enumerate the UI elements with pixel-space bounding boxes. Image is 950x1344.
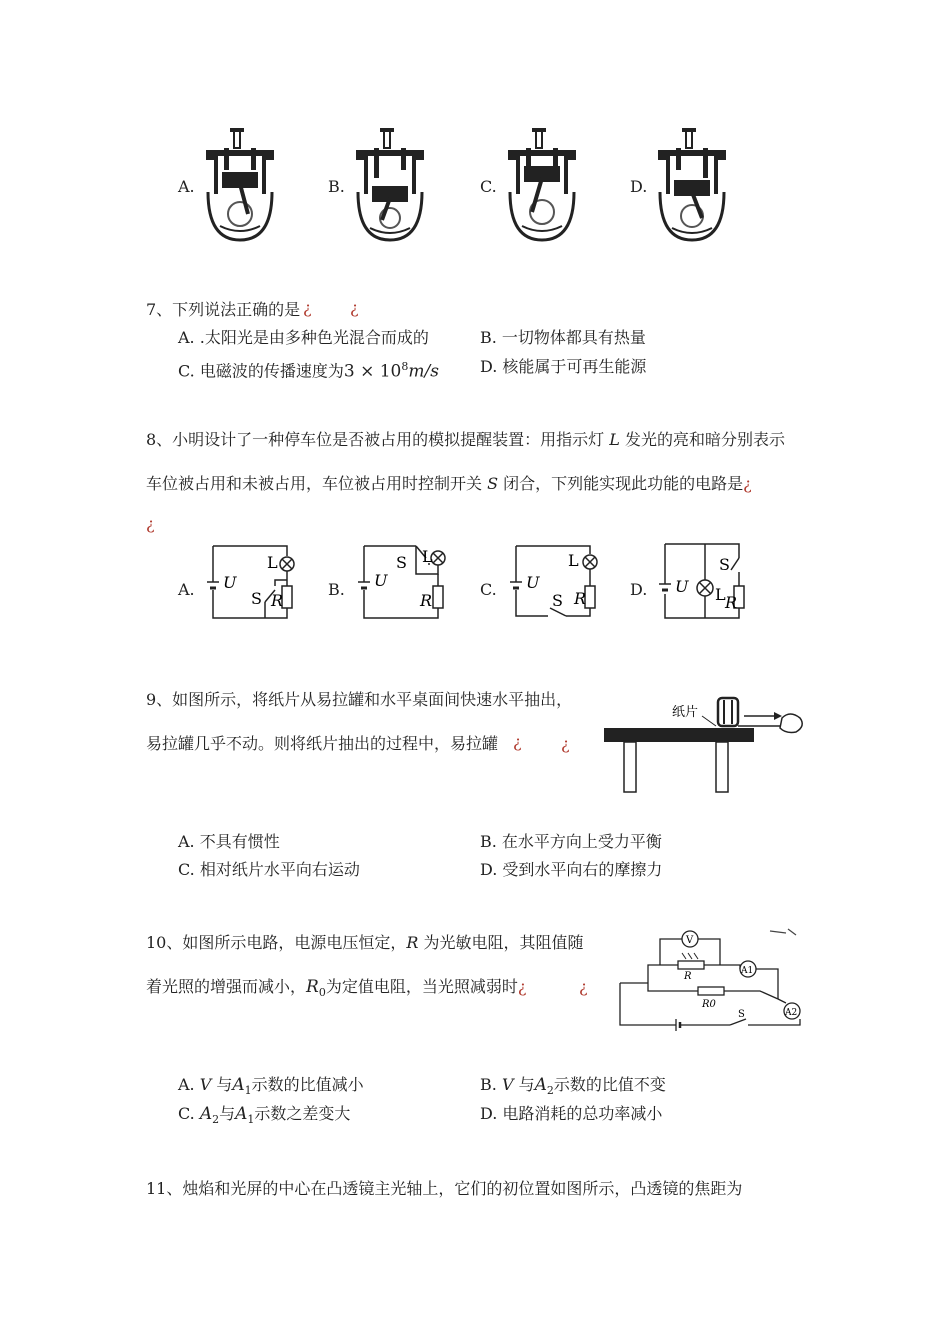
q10-line2-text-a: 着光照的增强而减小， <box>146 977 307 996</box>
q10-line1-text-b: 为光敏电阻，其阻值随 <box>418 933 584 952</box>
switch-label-s: S <box>738 1009 745 1020</box>
q10-b-tail: 示数的比值不变 <box>553 1075 666 1094</box>
table-can-figure <box>604 688 809 796</box>
q10-a-v: V <box>199 1075 212 1094</box>
q10-c-ammeter-1-sub: 2 <box>212 1113 220 1127</box>
q10-option-a[interactable] <box>178 1075 364 1101</box>
q7-option-b[interactable]: B. 一切物体都具有热量 <box>480 328 646 347</box>
q9-stem-line2: 易拉罐几乎不动。则将纸片抽出的过程中，易拉罐 <box>146 734 499 753</box>
q7-option-c-exponent: 8 <box>401 360 409 373</box>
q8-option-d[interactable]: D. <box>630 580 648 599</box>
circuit-diagram-c <box>508 544 603 622</box>
engine-diagram-d <box>652 128 732 243</box>
q8-line1-text-a: 8、小明设计了一种停车位是否被占用的模拟提醒装置：用指示灯 <box>146 430 610 449</box>
circuit-b-label-l: L <box>422 547 433 566</box>
q10-c-ammeter-1: A <box>199 1104 213 1124</box>
q10-option-c[interactable] <box>178 1104 350 1130</box>
photoresistor-circuit-figure <box>620 925 810 1033</box>
q7-option-c-unit: m/s <box>408 361 439 382</box>
q8-line2-switch-symbol: S <box>487 474 499 493</box>
q10-c-prefix: C. <box>178 1104 200 1123</box>
circuit-a-label-s: S <box>251 589 262 608</box>
q8-stem-line2 <box>146 474 752 494</box>
q8-option-b[interactable]: B. <box>328 580 345 599</box>
circuit-d-label-s: S <box>719 555 730 574</box>
q10-c-ammeter-2: A <box>235 1104 248 1124</box>
q8-line1-lamp-symbol: L <box>609 430 620 449</box>
q10-a-ammeter-sub: 1 <box>244 1084 252 1098</box>
q10-option-d[interactable]: D. 电路消耗的总功率减小 <box>480 1104 663 1123</box>
q7-option-c-prefix: C. 电磁波的传播速度为 <box>178 361 344 381</box>
q8-option-c[interactable]: C. <box>480 580 497 599</box>
circuit-c-label-u: U <box>526 573 540 592</box>
engine-diagram-b <box>350 128 430 243</box>
q7-option-a[interactable]: A. .太阳光是由多种色光混合而成的 <box>178 328 429 347</box>
q10-c-mid: 与 <box>219 1104 236 1123</box>
circuit-a-label-r: R <box>271 591 284 610</box>
q8-line1-text-b: 发光的亮和暗分别表示 <box>619 430 785 449</box>
q7-stem: 7、下列说法正确的是 <box>146 300 301 319</box>
q8-blank-mark-2: ¿ <box>146 514 155 533</box>
q11-stem-line1: 11、烛焰和光屏的中心在凸透镜主光轴上，它们的初位置如图所示，凸透镜的焦距为 <box>146 1179 743 1198</box>
circuit-b-label-s: S <box>396 553 407 572</box>
q10-b-prefix: B. <box>480 1075 502 1094</box>
q8-line2-text-a: 车位被占用和未被占用，车位被占用时控制开关 <box>146 474 488 493</box>
meter-label-v: V <box>686 935 694 946</box>
q9-blank-mark-2: ¿ <box>561 734 570 753</box>
circuit-b-label-r: R <box>420 591 433 610</box>
q8-option-a[interactable]: A. <box>178 580 195 599</box>
q7-blank-mark-2: ¿ <box>350 298 359 317</box>
q7-option-c-value: 3 × 10 <box>343 361 402 382</box>
engine-diagram-a <box>200 128 280 243</box>
q8-stem-line1 <box>146 430 785 450</box>
q9-stem-line1: 9、如图所示，将纸片从易拉罐和水平桌面间快速水平抽出， <box>146 690 573 709</box>
circuit-a-label-l: L <box>267 553 278 572</box>
q10-line2-r0-subscript: 0 <box>318 986 326 1000</box>
circuit-c-label-l: L <box>568 551 579 570</box>
resistor-label-r0: R0 <box>702 999 716 1010</box>
circuit-diagram-d <box>657 542 752 622</box>
q10-a-ammeter: A <box>232 1075 245 1095</box>
q6-option-b[interactable]: B. <box>328 177 345 196</box>
circuit-c-label-r: R <box>574 589 587 608</box>
q10-blank-mark-2: ¿ <box>579 977 588 996</box>
figure-label-paper: 纸片 <box>672 705 699 720</box>
q8-line2-text-b: 闭合，下列能实现此功能的电路是 <box>498 474 744 493</box>
q10-b-v: V <box>501 1075 514 1094</box>
circuit-a-label-u: U <box>223 573 237 592</box>
q10-a-mid: 与 <box>211 1075 233 1094</box>
q10-c-tail: 示数之差变大 <box>254 1104 351 1123</box>
circuit-d-label-u: U <box>675 577 689 596</box>
q10-line1-r-symbol: R <box>406 933 419 952</box>
resistor-label-r: R <box>684 971 692 982</box>
engine-diagram-c <box>502 128 582 243</box>
meter-label-a1: A1 <box>741 966 754 976</box>
meter-label-a2: A2 <box>785 1008 798 1018</box>
q6-option-c[interactable]: C. <box>480 177 497 196</box>
q10-stem-line1 <box>146 933 584 953</box>
circuit-diagram-a <box>205 544 300 622</box>
q10-line1-text-a: 10、如图所示电路，电源电压恒定， <box>146 933 407 952</box>
q10-a-prefix: A. <box>178 1075 200 1094</box>
q10-b-ammeter-sub: 2 <box>546 1084 554 1098</box>
circuit-d-label-r: R <box>725 593 738 612</box>
q7-option-d[interactable]: D. 核能属于可再生能源 <box>480 357 647 376</box>
q10-option-b[interactable] <box>480 1075 666 1101</box>
q10-b-mid: 与 <box>513 1075 535 1094</box>
circuit-d-label-l: L <box>715 585 726 604</box>
q6-option-d[interactable]: D. <box>630 177 648 196</box>
circuit-diagram-b <box>356 544 451 622</box>
q10-a-tail: 示数的比值减小 <box>251 1075 364 1094</box>
q9-option-a[interactable]: A. 不具有惯性 <box>178 832 280 851</box>
q10-blank-mark-1: ¿ <box>517 977 527 996</box>
q10-stem-line2 <box>146 977 526 1003</box>
q10-line2-text-b: 为定值电阻，当光照减弱时 <box>325 977 518 996</box>
circuit-c-label-s: S <box>552 591 563 610</box>
q8-blank-mark-1: ¿ <box>743 474 752 493</box>
q7-blank-mark-1: ¿ <box>303 298 312 317</box>
q10-line2-r0-symbol: R <box>306 977 319 997</box>
q10-b-ammeter: A <box>534 1075 547 1095</box>
q9-blank-mark-1: ¿ <box>513 732 522 751</box>
circuit-b-label-u: U <box>374 571 388 590</box>
q10-c-ammeter-2-sub: 1 <box>247 1113 255 1127</box>
q9-option-d[interactable]: D. 受到水平向右的摩擦力 <box>480 860 663 879</box>
q9-option-b[interactable]: B. 在水平方向上受力平衡 <box>480 832 662 851</box>
q9-option-c[interactable]: C. 相对纸片水平向右运动 <box>178 860 360 879</box>
q7-option-c[interactable] <box>178 357 439 381</box>
q6-option-a[interactable]: A. <box>178 177 195 196</box>
